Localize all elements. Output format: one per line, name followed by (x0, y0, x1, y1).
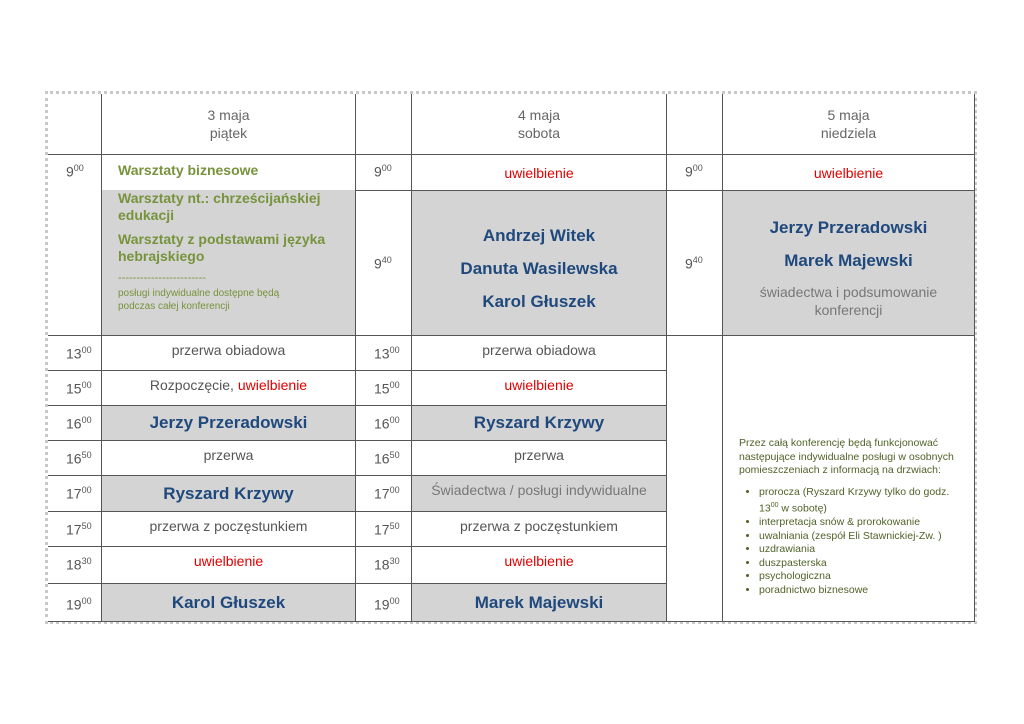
time-cell (356, 476, 412, 512)
time-minutes: 00 (389, 345, 400, 355)
time-cell (356, 441, 412, 476)
day-header (102, 94, 356, 155)
time-minutes: 30 (389, 556, 400, 566)
list-item (759, 516, 966, 530)
schedule-slot (102, 584, 356, 622)
day-header (723, 94, 975, 155)
slot-label: przerwa obiadowa (482, 342, 596, 358)
speakers-cell (412, 191, 667, 336)
time-hour: 13 (66, 345, 82, 362)
time-cell (48, 584, 102, 622)
list-item (759, 486, 966, 517)
day-weekday: sobota (517, 125, 561, 141)
time-hour: 17 (374, 485, 390, 502)
time-minutes: 00 (381, 163, 392, 173)
individual-services-note: posługi indywidualne dostępne będą (118, 288, 280, 299)
time-cell (48, 476, 102, 512)
time-cell (48, 406, 102, 441)
workshop-item: Warsztaty biznesowe (118, 162, 259, 178)
sunday-empty-time (667, 336, 723, 622)
day-date: 5 maja (827, 107, 870, 123)
slot-label-plain: Rozpoczęcie, (149, 377, 238, 393)
speaker-name: Marek Majewski (784, 251, 913, 270)
slot-label: uwielbienie (504, 377, 574, 393)
day-weekday: niedziela (820, 125, 877, 141)
time-minutes: 00 (389, 596, 400, 606)
worship-label: uwielbienie (504, 164, 574, 181)
friday-workshops-cell (102, 155, 356, 336)
time-cell (356, 584, 412, 622)
time-hour: 15 (374, 380, 390, 397)
time-cell (356, 191, 412, 336)
speaker-name: Ryszard Krzywy (473, 413, 605, 432)
list-item-text: uwalniania (zespół Eli Stawnickiej-Zw. ) (759, 529, 942, 542)
list-item-text: interpretacja snów & prorokowanie (759, 516, 921, 528)
time-hour: 15 (66, 380, 82, 397)
list-item (759, 557, 966, 571)
time-hour: 9 (374, 255, 382, 272)
list-item-text: w sobotę) (778, 502, 827, 515)
schedule-slot (412, 476, 667, 512)
list-item-text: poradnictwo biznesowe (759, 583, 869, 596)
speaker-name: Karol Głuszek (482, 292, 596, 311)
time-hour: 18 (374, 556, 390, 573)
slot-label: przerwa (203, 447, 254, 463)
schedule-slot (412, 584, 667, 622)
time-hour: 18 (66, 556, 82, 573)
schedule-slot (412, 406, 667, 441)
schedule-slot (412, 512, 667, 547)
time-cell (356, 512, 412, 547)
time-hour: 9 (685, 255, 693, 272)
time-minutes: 30 (81, 556, 92, 566)
slot-label: Świadectwa / posługi indywidualne (431, 482, 647, 498)
schedule-slot (102, 547, 356, 584)
day-weekday: piątek (209, 125, 248, 141)
time-minutes: 50 (389, 521, 400, 531)
time-minutes: 50 (81, 450, 92, 460)
schedule-slot (102, 512, 356, 547)
time-hour: 16 (66, 415, 82, 432)
time-cell (48, 547, 102, 584)
individual-services-info (723, 336, 975, 622)
speaker-name: Jerzy Przeradowski (769, 218, 928, 237)
time-minutes: 00 (389, 485, 400, 495)
time-minutes: 00 (81, 415, 92, 425)
header-time-cell (667, 94, 723, 155)
list-item-text: uzdrawiania (759, 543, 816, 555)
time-minutes: 40 (692, 255, 703, 265)
speaker-name: Karol Głuszek (171, 592, 286, 612)
list-item-hour: 13 (759, 502, 771, 515)
speakers-cell (723, 191, 975, 336)
schedule-slot (102, 336, 356, 371)
slot-label: przerwa (514, 447, 564, 463)
time-minutes: 00 (692, 163, 703, 173)
time-hour: 16 (66, 450, 82, 467)
time-cell (667, 191, 723, 336)
schedule-slot (102, 371, 356, 406)
time-cell (356, 547, 412, 584)
schedule-slot (412, 336, 667, 371)
worship-cell (723, 155, 975, 191)
header-time-cell (48, 94, 102, 155)
time-hour: 9 (66, 163, 74, 180)
time-hour: 9 (685, 163, 693, 180)
time-minutes: 00 (81, 380, 92, 390)
services-list (739, 486, 966, 598)
time-cell (667, 155, 723, 191)
speaker-name: Ryszard Krzywy (163, 483, 294, 503)
time-cell (356, 155, 412, 191)
time-hour: 17 (66, 485, 82, 502)
list-item-text: duszpasterska (759, 556, 827, 569)
schedule-slot (412, 371, 667, 406)
schedule-slot (412, 441, 667, 476)
individual-services-note: podczas całej konferencji (118, 301, 230, 312)
day-date: 4 maja (517, 107, 561, 123)
time-minutes: 40 (381, 255, 392, 265)
workshop-item: Warsztaty z podstawami języka hebrajskiego (118, 231, 326, 264)
time-minutes: 00 (389, 415, 400, 425)
list-item-text: prorocza (Ryszard Krzywy tylko do godz. (759, 485, 950, 498)
slot-label: uwielbienie (504, 553, 574, 569)
slot-label: przerwa z poczęstunkiem (460, 518, 618, 534)
list-item (759, 584, 966, 598)
time-minutes: 50 (81, 521, 92, 531)
workshop-item: Warsztaty nt.: chrześcijańskiej edukacji (118, 190, 321, 223)
schedule-slot (102, 476, 356, 512)
separator-line: ------------------------ (118, 272, 206, 284)
time-minutes: 00 (81, 485, 92, 495)
time-minutes: 00 (81, 345, 92, 355)
day-date: 3 maja (207, 107, 250, 123)
header-time-cell (356, 94, 412, 155)
time-cell (48, 155, 102, 336)
schedule-slot (102, 406, 356, 441)
time-hour: 13 (374, 345, 390, 362)
time-cell (48, 336, 102, 371)
time-minutes: 00 (81, 596, 92, 606)
speaker-name: Danuta Wasilewska (460, 259, 618, 278)
time-hour: 19 (374, 596, 390, 613)
list-item (759, 530, 966, 544)
list-item-text: psychologiczna (759, 570, 831, 582)
slot-label (150, 377, 307, 395)
list-item-minutes: 00 (770, 502, 779, 509)
info-intro: Przez całą konferencję będą funkcjonować następujące indywidualne posługi w osobnych pomieszczeniach z informacją na drzwiach: (739, 437, 954, 476)
time-hour: 17 (66, 521, 82, 538)
worship-label: uwielbienie (813, 164, 884, 181)
session-caption: świadectwa i podsumowanie konferencji (759, 284, 938, 318)
worship-cell (412, 155, 667, 191)
time-cell (48, 371, 102, 406)
time-minutes: 00 (73, 163, 84, 173)
speaker-name: Marek Majewski (474, 592, 604, 612)
day-header (412, 94, 667, 155)
time-cell (48, 441, 102, 476)
slot-label: przerwa z poczęstunkiem (149, 518, 308, 534)
list-item (759, 543, 966, 557)
time-cell (356, 406, 412, 441)
time-hour: 9 (374, 163, 382, 180)
schedule-slot (412, 547, 667, 584)
speaker-name: Jerzy Przeradowski (149, 413, 308, 432)
time-cell (48, 512, 102, 547)
speaker-name: Andrzej Witek (482, 226, 596, 245)
time-hour: 19 (66, 596, 82, 613)
time-hour: 17 (374, 521, 390, 538)
slot-label: uwielbienie (193, 553, 264, 569)
time-minutes: 00 (389, 380, 400, 390)
time-hour: 16 (374, 415, 390, 432)
slot-label: przerwa obiadowa (171, 342, 286, 358)
schedule-slot (102, 441, 356, 476)
slot-label-worship: uwielbienie (237, 377, 308, 393)
time-hour: 16 (374, 450, 390, 467)
time-minutes: 50 (389, 450, 400, 460)
time-cell (356, 336, 412, 371)
time-cell (356, 371, 412, 406)
list-item (759, 570, 966, 584)
